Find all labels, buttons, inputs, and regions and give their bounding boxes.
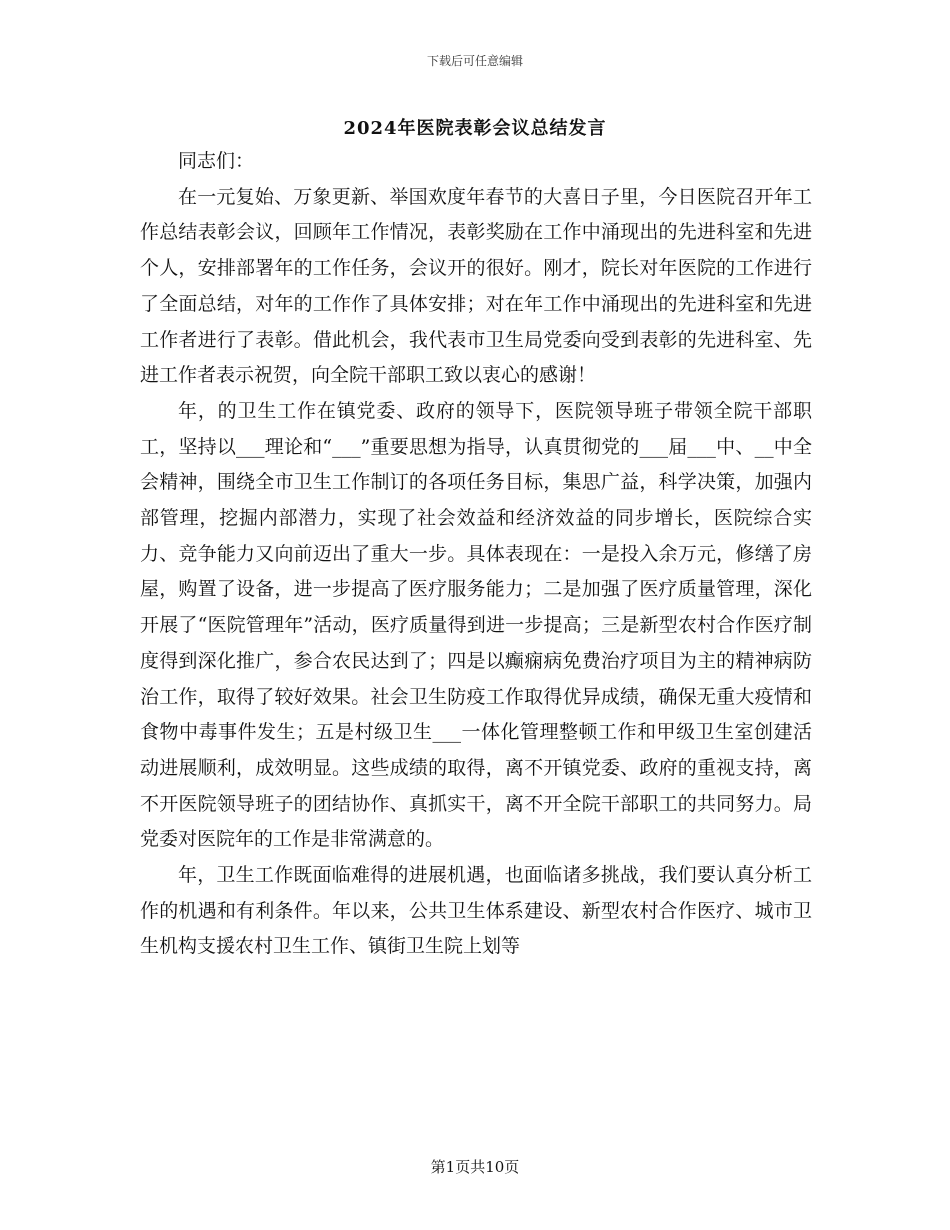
document-body xyxy=(140,144,812,965)
body-paragraph: 年，卫生工作既面临难得的进展机遇，也面临诸多挑战，我们要认真分析工作的机遇和有利条件。年以来，公共卫生体系建设、新型农村合作医疗、城市卫生机构支援农村卫生工作、镇街卫生院上划等 xyxy=(140,864,812,958)
page-header-note: 下载后可任意编辑 xyxy=(426,54,523,68)
body-paragraph: 年，的卫生工作在镇党委、政府的领导下，医院领导班子带领全院干部职工，坚持以___理论和“___”重要思想为指导，认真贯彻党的___届___中、__中全会精神，围绕全市卫生工作制订的各项任务目标，集思广益，科学决策，加强内部管理，挖掘内部潜力，实现了社会效益和经济效益的同步增长，医院综合实力、竞争能力又向前迈出了重大一步。具体表现在：一是投入余万元，修缮了房屋，购置了设备，进一步提高了医疗服务能力；二是加强了医疗质量管理，深化开展了“医院管理年”活动，医疗质量得到进一步提高；三是新型农村合作医疗制度得到深化推广，参合农民达到了；四是以癫痫病免费治疗项目为主的精神病防治工作，取得了较好效果。社会卫生防疫工作取得优异成绩，确保无重大疫情和食物中毒事件发生；五是村级卫生___一体化管理整顿工作和甲级卫生室创建活动进展顺利，成效明显。这些成绩的取得，离不开镇党委、政府的重视支持，离不开医院领导班子的团结协作、真抓实干，离不开全院干部职工的共同努力。局党委对医院年的工作是非常满意的。 xyxy=(140,399,812,851)
document-title: 2024年医院表彰会议总结发言 xyxy=(343,118,607,139)
body-paragraph: 在一元复始、万象更新、举国欢度年春节的大喜日子里，今日医院召开年工作总结表彰会议，回顾年工作情况，表彰奖励在工作中涌现出的先进科室和先进个人，安排部署年的工作任务，会议开的很好。刚才，院长对年医院的工作进行了全面总结，对年的工作作了具体安排；对在年工作中涌现出的先进科室和先进工作者进行了表彰。借此机会，我代表市卫生局党委向受到表彰的先进科室、先进工作者表示祝贺，向全院干部职工致以衷心的感谢！ xyxy=(140,185,812,387)
salutation-paragraph: 同志们： xyxy=(178,150,255,172)
page-number: 第1页共10页 xyxy=(430,1158,520,1176)
